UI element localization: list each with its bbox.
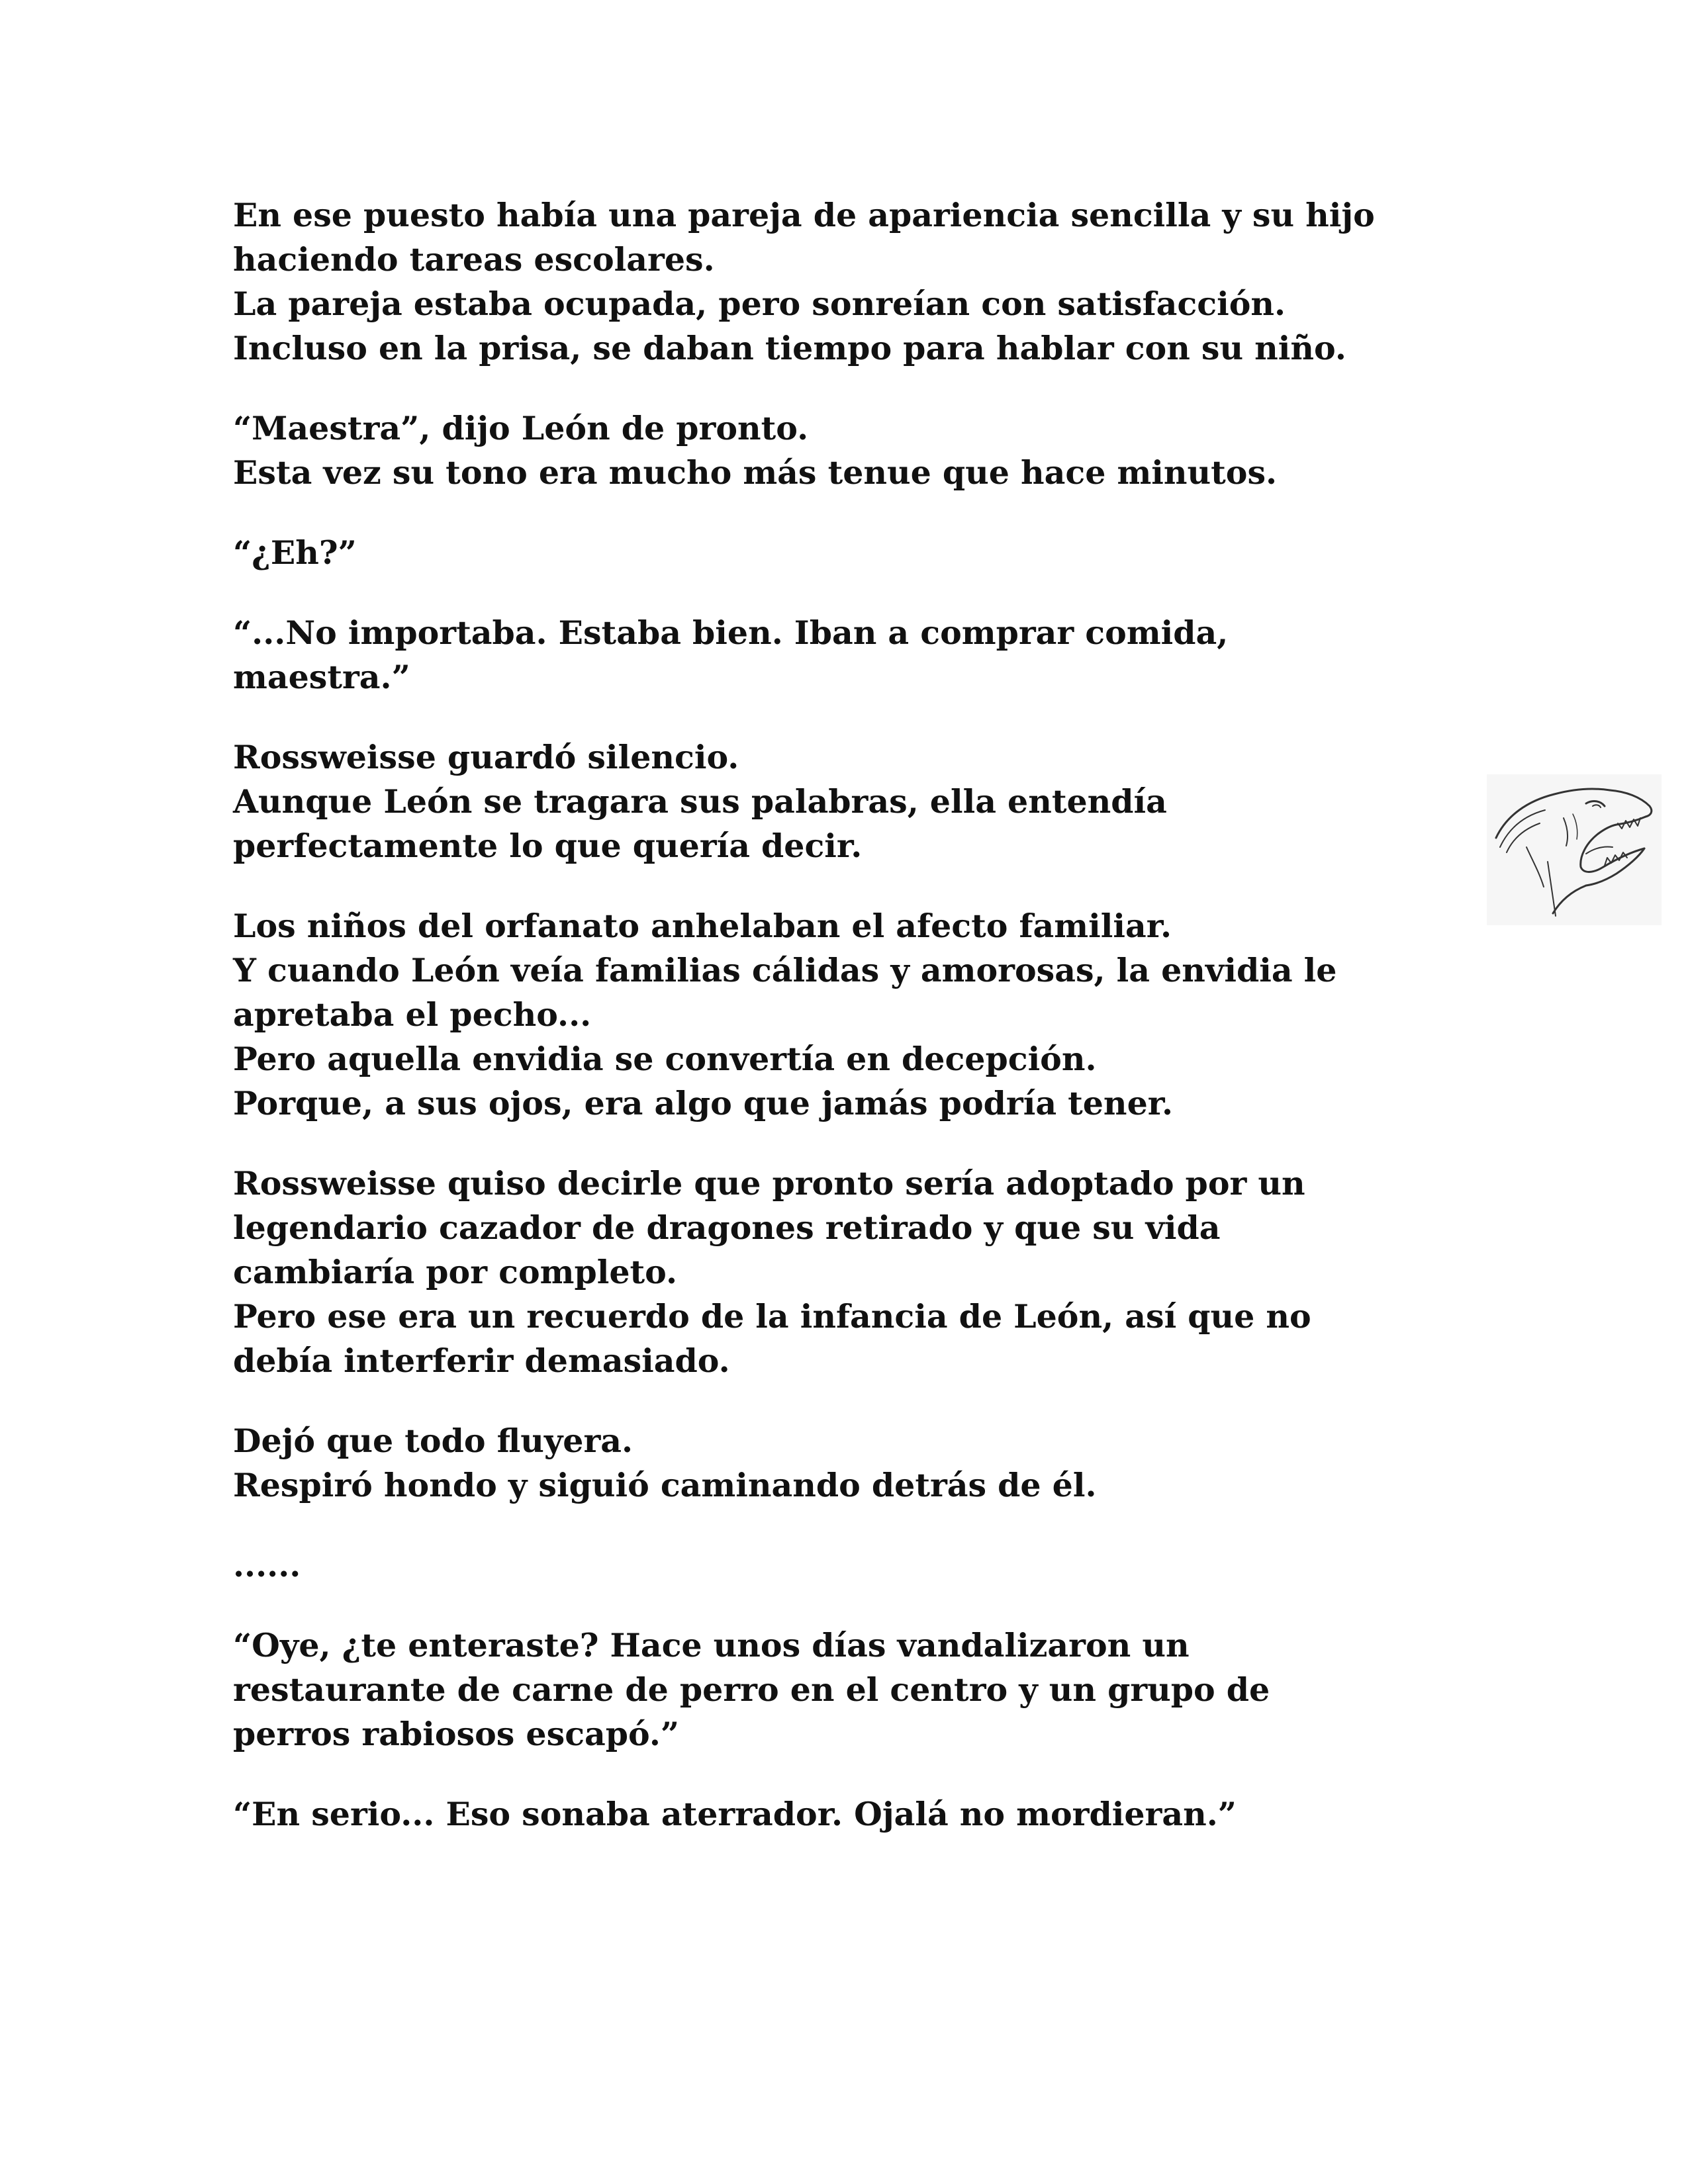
paragraph [233, 1623, 1491, 1756]
text-line: debía interferir demasiado. [233, 1342, 730, 1380]
text-line: “¿Eh?” [233, 533, 357, 572]
text-line: Incluso en la prisa, se daban tiempo para hablar con su niño. [233, 329, 1346, 367]
text-line: haciendo tareas escolares. [233, 240, 715, 279]
paragraph [233, 1792, 1491, 1837]
text-line: “Maestra”, dijo León de pronto. [233, 409, 809, 447]
text-line: Pero aquella envidia se convertía en decepción. [233, 1040, 1097, 1078]
text-line: Esta vez su tono era mucho más tenue que hace minutos. [233, 453, 1278, 492]
paragraph [233, 611, 1491, 700]
text-line: En ese puesto había una pareja de apariencia sencilla y su hijo [233, 196, 1375, 234]
paragraph [233, 735, 1491, 868]
text-line: legendario cazador de dragones retirado y que su vida [233, 1208, 1221, 1247]
text-line: Aunque León se tragara sus palabras, ella entendía [233, 782, 1167, 821]
text-line: restaurante de carne de perro en el centro y un grupo de [233, 1670, 1270, 1709]
paragraph [233, 1419, 1491, 1508]
text-line: “...No importaba. Estaba bien. Iban a comprar comida, [233, 614, 1229, 652]
paragraph [233, 904, 1491, 1126]
text-line: Rossweisse guardó silencio. [233, 738, 739, 776]
text-line: cambiaría por completo. [233, 1253, 678, 1291]
paragraph [233, 406, 1491, 495]
text-line: maestra.” [233, 658, 410, 696]
text-line: ...... [233, 1546, 301, 1584]
text-line: “Oye, ¿te enteraste? Hace unos días vandalizaron un [233, 1626, 1190, 1664]
text-line: Y cuando León veía familias cálidas y amorosas, la envidia le [233, 951, 1337, 989]
text-line: “En serio... Eso sonaba aterrador. Ojalá no mordieran.” [233, 1795, 1237, 1833]
paragraph [233, 1543, 1491, 1588]
paragraph [233, 1161, 1491, 1383]
text-line: perfectamente lo que quería decir. [233, 827, 863, 865]
text-line: Rossweisse quiso decirle que pronto sería adoptado por un [233, 1164, 1305, 1203]
text-line: Porque, a sus ojos, era algo que jamás podría tener. [233, 1084, 1174, 1122]
paragraph [233, 531, 1491, 575]
text-line: La pareja estaba ocupada, pero sonreían con satisfacción. [233, 285, 1286, 323]
dinosaur-head-sketch-icon [1487, 774, 1662, 925]
text-line: perros rabiosos escapó.” [233, 1715, 680, 1753]
text-line: Los niños del orfanato anhelaban el afecto familiar. [233, 907, 1172, 945]
paragraph [233, 193, 1491, 371]
text-line: apretaba el pecho... [233, 995, 592, 1034]
text-line: Dejó que todo fluyera. [233, 1422, 633, 1460]
text-line: Pero ese era un recuerdo de la infancia de León, así que no [233, 1297, 1311, 1336]
text-line: Respiró hondo y siguió caminando detrás de él. [233, 1466, 1097, 1504]
document-body [233, 193, 1491, 1872]
